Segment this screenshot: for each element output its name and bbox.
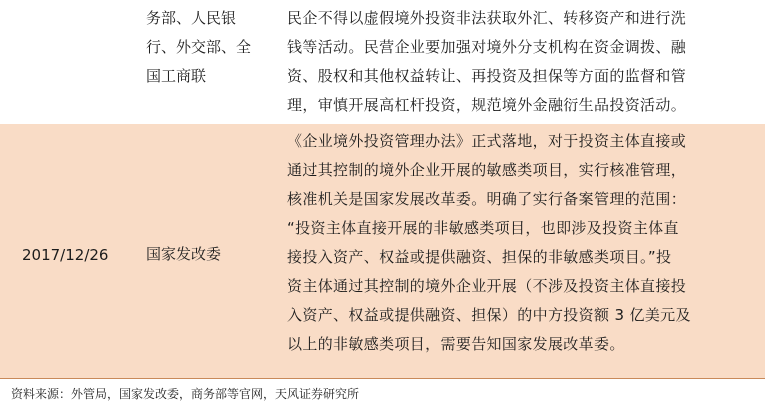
content-line: 接投入资产、权益或提供融资、担保的非敏感类项目。”投	[287, 248, 672, 266]
source-note: 资料来源：外管局，国家发改委，商务部等官网，天风证券研究所	[11, 387, 360, 401]
content-line: 核准机关是国家发展改革委。明确了实行备案管理的范围：	[287, 190, 687, 208]
content-line: “投资主体直接开展的非敏感类项目，也即涉及投资主体直	[287, 219, 679, 237]
content-line: 钱等活动。民营企业要加强对境外分支机构在资金调拨、融	[287, 38, 687, 56]
content-line: 民企不得以虚假境外投资非法获取外汇、转移资产和进行洗	[287, 9, 687, 27]
content-line: 资主体通过其控制的境外企业开展（不涉及投资主体直接投	[287, 277, 687, 295]
content-line: 资、股权和其他权益转让、再投资及担保等方面的监督和管	[287, 67, 687, 85]
date-cell: 2017/12/26	[22, 246, 109, 264]
table-row	[0, 0, 765, 124]
content-cell	[287, 127, 757, 359]
content-line: 《企业境外投资管理办法》正式落地，对于投资主体直接或	[287, 132, 687, 150]
content-line: 以上的非敏感类项目，需要告知国家发展改革委。	[287, 335, 625, 353]
content-cell	[287, 4, 757, 120]
content-line: 入资产、权益或提供融资、担保）的中方投资额 3 亿美元及	[287, 306, 691, 324]
org-line: 国家发改委	[146, 245, 222, 263]
org-cell	[146, 240, 274, 269]
org-cell	[146, 4, 274, 91]
org-line: 行、外交部、全	[146, 38, 252, 56]
table-row	[0, 124, 765, 378]
org-line: 务部、人民银	[146, 9, 237, 27]
content-line: 通过其控制的境外企业开展的敏感类项目，实行核准管理，	[287, 161, 687, 179]
table-bottom-rule	[0, 378, 765, 379]
content-line: 理，审慎开展高杠杆投资，规范境外金融衍生品投资活动。	[287, 96, 687, 114]
org-line: 国工商联	[146, 67, 207, 85]
